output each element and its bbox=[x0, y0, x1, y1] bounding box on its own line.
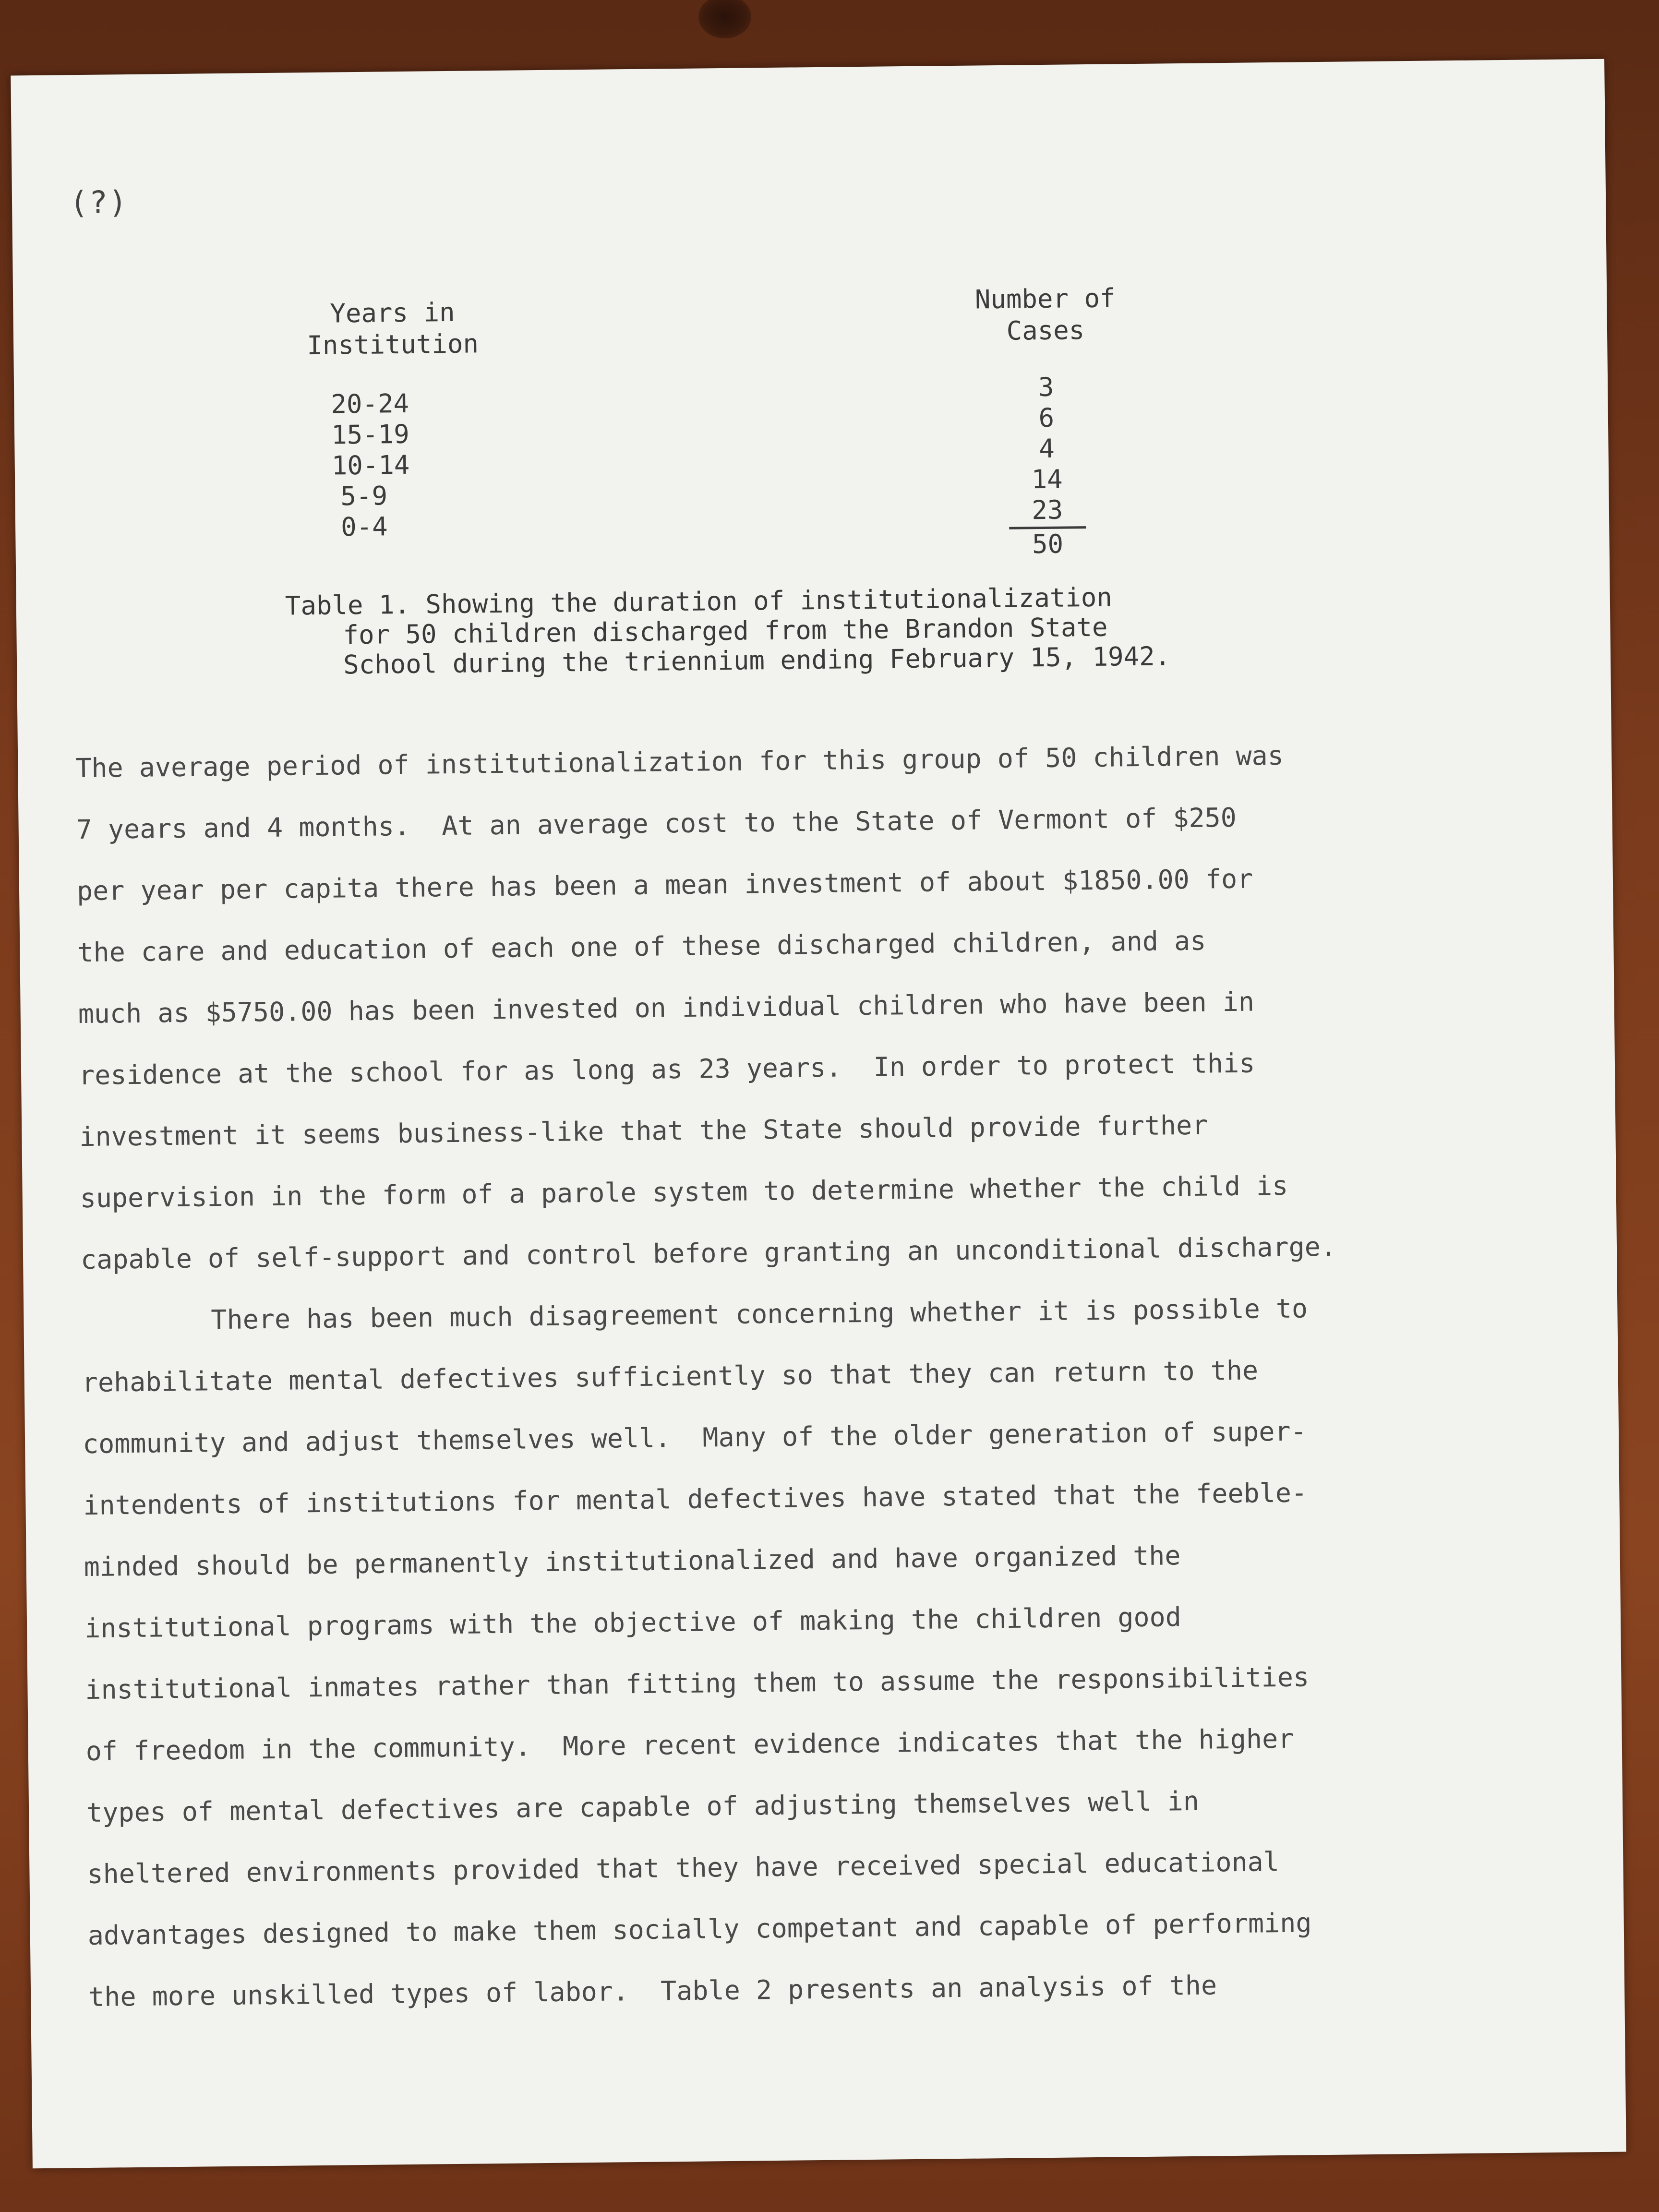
body-line: the more unskilled types of labor. Table 2 presents an analysis of the bbox=[88, 1970, 1217, 2013]
table-total-cases: 50 bbox=[1032, 529, 1064, 560]
body-text bbox=[75, 721, 1587, 2028]
body-line: 7 years and 4 months. At an average cost to the State of Vermont of $250 bbox=[76, 802, 1237, 845]
table-header-cases-line1: Number of bbox=[974, 283, 1116, 315]
body-line: institutional inmates rather than fitting them to assume the responsibilities bbox=[85, 1661, 1310, 1706]
table-caption bbox=[285, 579, 1438, 680]
table-cell-cases: 14 bbox=[1031, 464, 1063, 495]
body-line: of freedom in the community. More recent evidence indicates that the higher bbox=[85, 1723, 1294, 1767]
table-cell-years: 15-19 bbox=[331, 419, 410, 450]
table-cell-years: 5-9 bbox=[340, 481, 388, 512]
body-line: The average period of institutionalization for this group of 50 children was bbox=[75, 740, 1284, 784]
body-line: sheltered environments provided that they have received special educational bbox=[87, 1846, 1280, 1890]
body-line: institutional programs with the objective of making the children good bbox=[84, 1601, 1182, 1644]
caption-line: for 50 children discharged from the Brandon State bbox=[343, 612, 1108, 650]
typewritten-page bbox=[11, 59, 1626, 2169]
page-number-mark: (?) bbox=[69, 184, 129, 221]
body-line: rehabilitate mental defectives sufficiently so that they can return to the bbox=[82, 1355, 1259, 1398]
table-header-years bbox=[282, 296, 503, 362]
table-header-years-line1: Years in bbox=[330, 297, 455, 329]
body-line: There has been much disagreement concerning whether it is possible to bbox=[211, 1293, 1308, 1335]
body-line: the care and education of each one of these discharged children, and as bbox=[77, 925, 1206, 968]
body-line: minded should be permanently institutionalized and have organized the bbox=[84, 1540, 1181, 1583]
table-cell-years: 20-24 bbox=[331, 388, 409, 420]
table-cell-cases: 23 bbox=[1032, 494, 1063, 526]
body-line: capable of self-support and control before granting an unconditional discharge. bbox=[80, 1231, 1337, 1275]
body-line: advantages designed to make them socially competant and capable of performing bbox=[87, 1907, 1312, 1951]
caption-line: School during the triennium ending February 15, 1942. bbox=[343, 641, 1171, 680]
table-cell-cases: 6 bbox=[1038, 402, 1055, 433]
table-header-years-line2: Institution bbox=[307, 328, 479, 361]
body-line: residence at the school for as long as 23 years. In order to protect this bbox=[78, 1047, 1255, 1091]
caption-line: Table 1. Showing the duration of institutionalization bbox=[285, 582, 1113, 621]
years-column bbox=[331, 388, 467, 543]
body-line: intendents of institutions for mental defectives have stated that the feeble- bbox=[83, 1477, 1308, 1521]
binder-hole bbox=[698, 0, 751, 38]
table-cell-cases: 4 bbox=[1038, 433, 1055, 464]
body-line: types of mental defectives are capable of adjusting themselves well in bbox=[86, 1785, 1200, 1828]
body-line: community and adjust themselves well. Many of the older generation of super- bbox=[82, 1416, 1307, 1460]
body-line: per year per capita there has been a mean investment of about $1850.00 for bbox=[76, 863, 1253, 907]
table-cell-cases: 3 bbox=[1038, 372, 1054, 403]
table-header-cases bbox=[935, 282, 1156, 348]
table-cell-years: 0-4 bbox=[340, 511, 388, 542]
body-line: much as $5750.00 has been invested on individual children who have been in bbox=[78, 986, 1255, 1030]
body-line: investment it seems business-like that the State should provide further bbox=[79, 1109, 1208, 1153]
table-header-cases-line2: Cases bbox=[1006, 315, 1085, 346]
body-line: supervision in the form of a parole system to determine whether the child is bbox=[80, 1170, 1288, 1214]
table-cell-years: 10-14 bbox=[331, 449, 410, 481]
cases-column bbox=[1012, 372, 1082, 560]
